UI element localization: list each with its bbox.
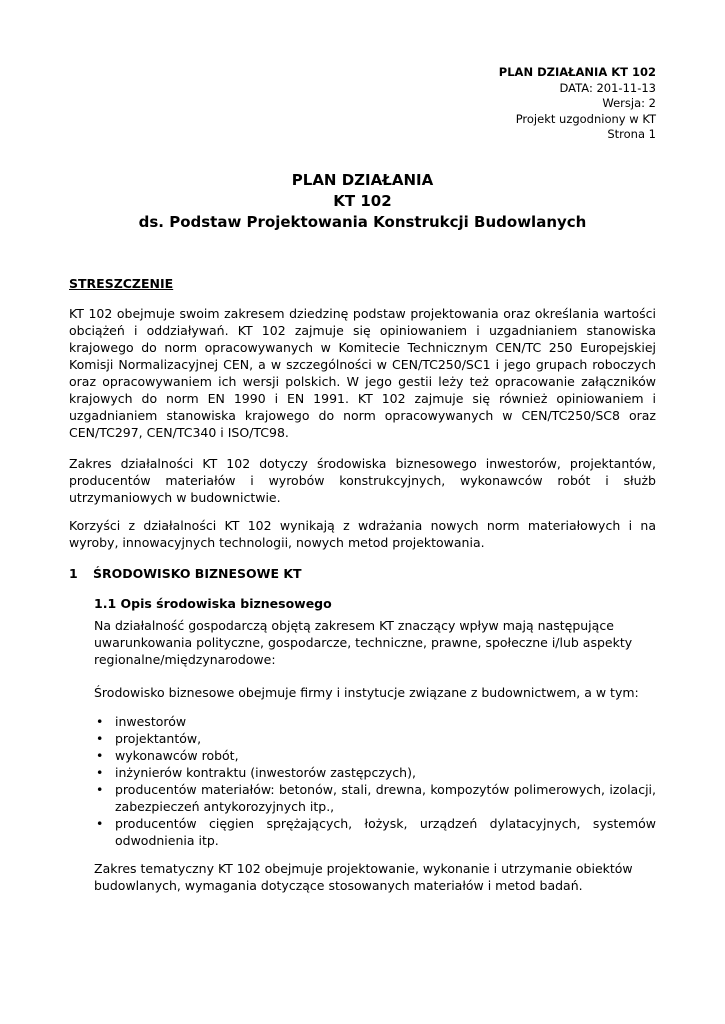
- list-item: • producentów cięgien sprężających, łożysk, urządzeń dylatacyjnych, systemów odwodnienia itp.: [96, 816, 656, 848]
- environment-text-wrap: [94, 684, 656, 701]
- stakeholder-list: [94, 713, 656, 849]
- stakeholder-list-wrap: [94, 713, 656, 849]
- section-1-number: 1: [69, 566, 78, 581]
- header-version: Wersja: 2: [602, 96, 656, 110]
- bullet-icon: •: [96, 765, 104, 780]
- bullet-icon: •: [96, 748, 104, 763]
- list-item: • projektantów,: [96, 731, 202, 746]
- section-1-title: ŚRODOWISKO BIZNESOWE KT: [93, 566, 302, 581]
- summary-paragraph-3-wrap: [69, 517, 656, 551]
- bullet-icon: •: [96, 816, 104, 831]
- header-doc-title: PLAN DZIAŁANIA KT 102: [498, 65, 656, 79]
- summary-paragraph-1: KT 102 obejmuje swoim zakresem dziedzinę podstaw projektowania oraz określania wartości obciążeń i oddziaływań. KT 102 zajmuje się opiniowaniem i uzgadnianiem stanowiska krajowego do norm opracowywanych w Komitecie Technicznym CEN/TC 250 Europejskiej Komisji Normalizacyjnej CEN, a w szczególności w CEN/TC250/SC1 i jego grupach roboczych oraz opracowywaniem ich wersji polskich. W jego gestii leży też opracowanie załączników krajowych do norm EN 1990 i EN 1991. KT 102 zajmuje się również opiniowaniem i uzgadnianiem stanowiska krajowego do norm opracowywanych w CEN/TC250/SC8 oraz CEN/TC297, CEN/TC340 i ISO/TC98.: [69, 306, 656, 440]
- title-line-3: ds. Podstaw Projektowania Konstrukcji Budowlanych: [138, 213, 587, 231]
- environment-text: Środowisko biznesowe obejmuje firmy i instytucje związane z budownictwem, a w tym:: [94, 685, 639, 700]
- list-item: • producentów materiałów: betonów, stali, drewna, kompozytów polimerowych, izolacji, zabezpieczeń antykorozyjnych itp.,: [96, 782, 656, 814]
- header-date: DATA: 201-11-13: [559, 80, 656, 95]
- summary-paragraph-1-wrap: [69, 305, 656, 441]
- header-status: Projekt uzgodniony w KT: [515, 111, 656, 126]
- closing-text: Zakres tematyczny KT 102 obejmuje projektowanie, wykonanie i utrzymanie obiektów budowlanych, wymagania dotyczące stosowanych materiałów i metod badań.: [94, 861, 633, 893]
- summary-paragraph-3: Korzyści z działalności KT 102 wynikają z wdrażania nowych norm materiałowych i na wyroby, innowacyjnych technologii, nowych metod projektowania.: [69, 518, 656, 550]
- header-page-number: Strona 1: [607, 127, 656, 141]
- subsection-1-1-heading: 1.1 Opis środowiska biznesowego: [94, 596, 332, 611]
- closing-text-wrap: [94, 860, 656, 894]
- summary-heading: STRESZCZENIE: [69, 276, 174, 291]
- title-line-2: KT 102: [333, 192, 392, 210]
- document-title: [0, 170, 725, 233]
- list-item: • wykonawców robót,: [96, 748, 239, 763]
- summary-paragraph-2: Zakres działalności KT 102 dotyczy środowiska biznesowego inwestorów, projektantów, producentów materiałów i wyrobów konstrukcyjnych, wykonawców robót i służb utrzymaniowych w budownictwie.: [69, 456, 656, 505]
- list-item: • inżynierów kontraktu (inwestorów zastępczych),: [96, 765, 416, 780]
- bullet-icon: •: [96, 731, 104, 746]
- section-1-heading: [69, 566, 302, 581]
- list-item: • inwestorów: [96, 714, 187, 729]
- bullet-icon: •: [96, 714, 104, 729]
- header-metadata: [499, 65, 656, 143]
- subsection-intro: Na działalność gospodarczą objętą zakresem KT znaczący wpływ mają następujące uwarunkowania polityczne, gospodarcze, techniczne, prawne, społeczne i/lub aspekty regionalne/międzynarodowe:: [94, 618, 633, 667]
- summary-section: [69, 275, 656, 292]
- subsection-intro-wrap: [94, 617, 656, 668]
- summary-paragraph-2-wrap: [69, 455, 656, 506]
- bullet-icon: •: [96, 782, 104, 797]
- title-line-1: PLAN DZIAŁANIA: [291, 171, 434, 189]
